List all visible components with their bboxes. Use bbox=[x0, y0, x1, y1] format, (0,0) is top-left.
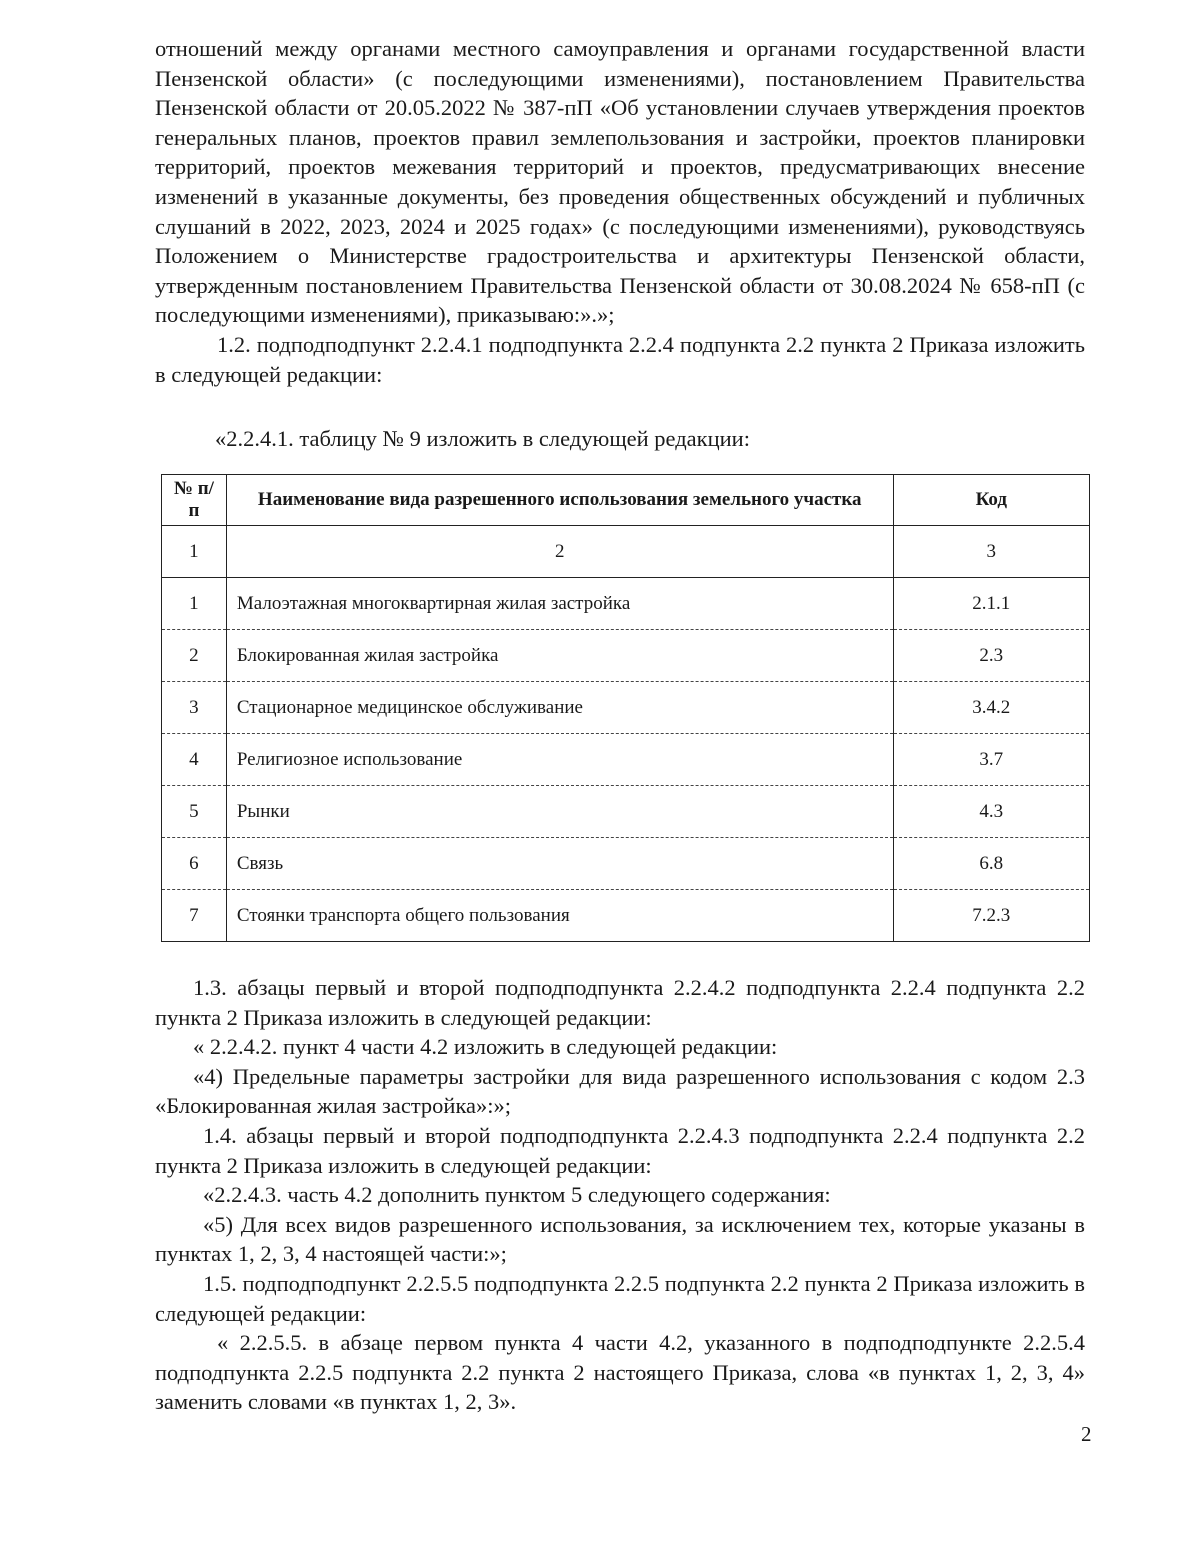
row-num: 1 bbox=[162, 578, 227, 630]
index-cell: 1 bbox=[162, 526, 227, 578]
row-num: 4 bbox=[162, 734, 227, 786]
paragraph-2-2-4-3: «2.2.4.3. часть 4.2 дополнить пунктом 5 следующего содержания: bbox=[203, 1182, 831, 1208]
table-row bbox=[162, 734, 1090, 786]
row-name: Блокированная жилая застройка bbox=[226, 630, 893, 682]
row-name: Малоэтажная многоквартирная жилая застройка bbox=[226, 578, 893, 630]
row-num: 3 bbox=[162, 682, 227, 734]
row-name: Стационарное медицинское обслуживание bbox=[226, 682, 893, 734]
header-name: Наименование вида разрешенного использования земельного участка bbox=[226, 475, 893, 526]
paragraph-intro: отношений между органами местного самоуправления и органами государственной власти Пензенской области» (с последующими изменениями), постановлением Правительства Пензенской области от 20.05.2022 № 387-пП «Об установлении случаев утверждения проектов генеральных планов, проектов правил землепользования и застройки, проектов планировки территорий, проектов межевания территорий и проектов, предусматривающих внесение изменений в указанные документы, без проведения общественных обсуждений и публичных слушаний в 2022, 2023, 2024 и 2025 годах» (с последующими изменениями), руководствуясь Положением о Министерстве градостроительства и архитектуры Пензенской области, утвержденным постановлением Правительства Пензенской области от 30.08.2024 № 658-пП (с последующими изменениями), приказываю:».»; bbox=[155, 36, 1085, 328]
paragraph-1-3: 1.3. абзацы первый и второй подподподпункта 2.2.4.2 подподпункта 2.2.4 подпункта 2.2 пункта 2 Приказа изложить в следующей редакции: bbox=[155, 975, 1085, 1030]
paragraph-item-5: «5) Для всех видов разрешенного использования, за исключением тех, которые указаны в пунктах 1, 2, 3, 4 настоящей части:»; bbox=[155, 1211, 1085, 1267]
row-num: 6 bbox=[162, 838, 227, 890]
row-code: 3.7 bbox=[893, 734, 1089, 786]
paragraph-1-2: 1.2. подподподпункт 2.2.4.1 подподпункта 2.2.4 подпункта 2.2 пункта 2 Приказа изложить в следующей редакции: bbox=[155, 331, 1085, 387]
table-intro: «2.2.4.1. таблицу № 9 изложить в следующей редакции: bbox=[215, 426, 750, 451]
row-code: 7.2.3 bbox=[893, 890, 1089, 942]
paragraph-2-2-4-2: « 2.2.4.2. пункт 4 части 4.2 изложить в следующей редакции: bbox=[193, 1034, 778, 1060]
bottom-text-block bbox=[155, 973, 1085, 1417]
table-header-row bbox=[162, 475, 1090, 526]
paragraph-2-2-5-5: « 2.2.5.5. в абзаце первом пункта 4 части 4.2, указанного в подподподпункте 2.2.5.4 подподпункта 2.2.5 подпункта 2.2 пункта 2 настоящего Приказа, слова «в пунктах 1, 2, 3, 4» заменить словами «в пунктах 1, 2, 3». bbox=[155, 1330, 1085, 1415]
header-code: Код bbox=[893, 475, 1089, 526]
row-num: 5 bbox=[162, 786, 227, 838]
row-name: Рынки bbox=[226, 786, 893, 838]
row-num: 2 bbox=[162, 630, 227, 682]
row-code: 4.3 bbox=[893, 786, 1089, 838]
row-code: 3.4.2 bbox=[893, 682, 1089, 734]
row-num: 7 bbox=[162, 890, 227, 942]
row-name: Религиозное использование bbox=[226, 734, 893, 786]
page-number: 2 bbox=[1081, 1422, 1092, 1446]
index-cell: 2 bbox=[226, 526, 893, 578]
table-index-row bbox=[162, 526, 1090, 578]
paragraph-1-5: 1.5. подподподпункт 2.2.5.5 подподпункта 2.2.5 подпункта 2.2 пункта 2 Приказа изложить в следующей редакции: bbox=[155, 1270, 1085, 1326]
table-row bbox=[162, 578, 1090, 630]
row-code: 2.3 bbox=[893, 630, 1089, 682]
row-name: Стоянки транспорта общего пользования bbox=[226, 890, 893, 942]
paragraph-item-4: «4) Предельные параметры застройки для вида разрешенного использования с кодом 2.3 «Блокированная жилая застройка»:»; bbox=[155, 1063, 1085, 1119]
table-row bbox=[162, 630, 1090, 682]
row-name: Связь bbox=[226, 838, 893, 890]
table-row bbox=[162, 786, 1090, 838]
top-text-block bbox=[155, 34, 1085, 389]
row-code: 6.8 bbox=[893, 838, 1089, 890]
header-num: № п/п bbox=[162, 475, 227, 526]
index-cell: 3 bbox=[893, 526, 1089, 578]
row-code: 2.1.1 bbox=[893, 578, 1089, 630]
table-row bbox=[162, 838, 1090, 890]
paragraph-1-4: 1.4. абзацы первый и второй подподподпункта 2.2.4.3 подподпункта 2.2.4 подпункта 2.2 пункта 2 Приказа изложить в следующей редакции: bbox=[155, 1122, 1085, 1178]
land-use-table bbox=[161, 474, 1090, 942]
table-row bbox=[162, 890, 1090, 942]
table-row bbox=[162, 682, 1090, 734]
